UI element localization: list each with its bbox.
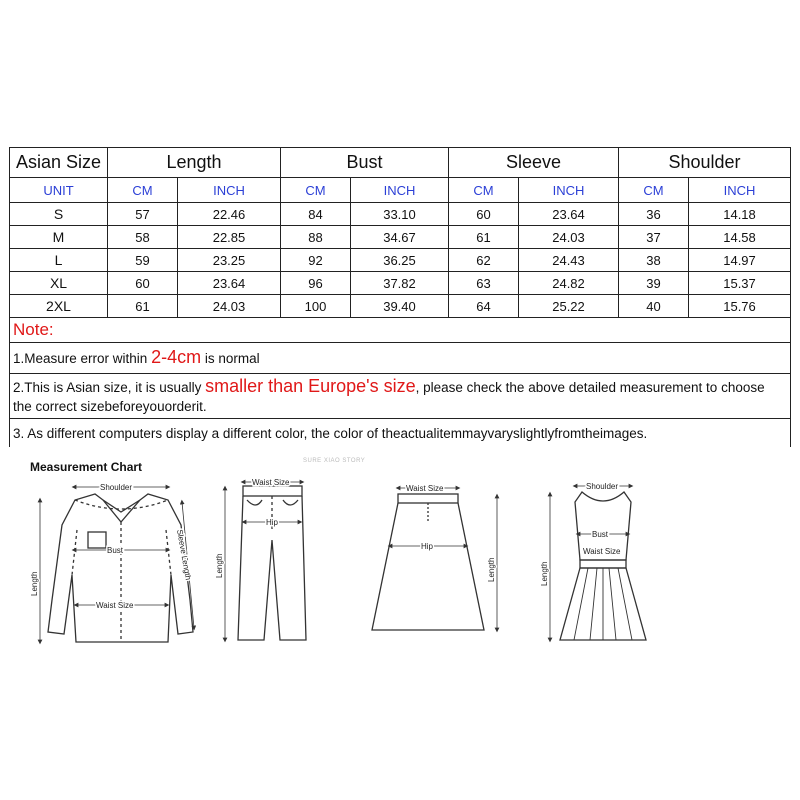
shirt-bust-label: Bust [107,546,124,555]
table-cell: 64 [449,295,519,318]
table-cell: 61 [449,226,519,249]
table-cell: 14.58 [689,226,791,249]
shirt-sleeve-label: Sleeve Length [175,528,193,581]
shirt-diagram [40,487,194,642]
note-1-text: 1.Measure error within [13,351,152,366]
table-cell: 14.97 [689,249,791,272]
table-cell: 22.46 [178,203,281,226]
table-cell: 15.37 [689,272,791,295]
shirt-length-label: Length [30,571,39,596]
table-cell: 37 [619,226,689,249]
table-cell: 34.67 [351,226,449,249]
size-cell: XL [10,272,108,295]
table-cell: 60 [449,203,519,226]
table-cell: 61 [108,295,178,318]
table-cell: 92 [281,249,351,272]
dress-waistband [580,560,626,568]
unit-cell: INCH [519,178,619,203]
dress-diagram [550,486,646,640]
table-cell: 96 [281,272,351,295]
table-cell: 24.43 [519,249,619,272]
pants-length-label: Length [215,553,224,578]
header-shoulder: Shoulder [619,148,791,178]
table-cell: 60 [108,272,178,295]
table-cell: 36 [619,203,689,226]
table-cell: 36.25 [351,249,449,272]
size-table [9,147,791,447]
pants-waistband [243,486,302,496]
skirt-waistband [398,494,458,503]
table-row [10,226,791,249]
shirt-waist-label: Waist Size [96,601,134,610]
table-cell: 37.82 [351,272,449,295]
dress-pleats [574,568,632,640]
note-2-highlight: smaller than Europe's size [205,375,416,396]
table-cell: 23.25 [178,249,281,272]
dress-shoulder-label: Shoulder [586,482,619,491]
table-cell: 57 [108,203,178,226]
table-cell: 39.40 [351,295,449,318]
skirt-outline [372,503,484,630]
table-cell: 14.18 [689,203,791,226]
header-bust: Bust [281,148,449,178]
unit-cell: CM [281,178,351,203]
table-cell: 84 [281,203,351,226]
unit-cell: CM [108,178,178,203]
measurement-chart-title: Measurement Chart [30,460,143,474]
table-cell: 25.22 [519,295,619,318]
skirt-length-label: Length [487,557,496,582]
unit-cell: CM [619,178,689,203]
header-asian-size: Asian Size [10,148,108,178]
table-cell: 39 [619,272,689,295]
unit-cell: INCH [178,178,281,203]
pants-hip-label: Hip [266,518,279,527]
note-row [10,419,791,448]
note-row [10,374,791,419]
table-row [10,203,791,226]
table-cell: 38 [619,249,689,272]
pants-waist-label: Waist Size [252,478,290,487]
dress-length-label: Length [540,561,549,586]
note-title-row [10,318,791,343]
note-row [10,343,791,374]
table-header-row [10,148,791,178]
size-cell: 2XL [10,295,108,318]
unit-cell: INCH [689,178,791,203]
table-cell: 23.64 [178,272,281,295]
table-cell: 59 [108,249,178,272]
note-title: Note: [10,318,791,343]
table-cell: 15.76 [689,295,791,318]
skirt-waist-label: Waist Size [406,484,444,493]
unit-cell: CM [449,178,519,203]
note-2 [10,374,791,419]
watermark: SURE XIAO STORY [303,458,366,464]
table-cell: 88 [281,226,351,249]
table-cell: 24.03 [178,295,281,318]
note-1-highlight: 2-4cm [151,347,202,367]
pants-diagram [225,482,306,640]
table-cell: 23.64 [519,203,619,226]
size-cell: M [10,226,108,249]
note-1 [10,343,791,374]
table-row [10,249,791,272]
shirt-shoulder-label: Shoulder [100,483,133,492]
header-sleeve: Sleeve [449,148,619,178]
unit-cell: UNIT [10,178,108,203]
note-2-text-end: , please check the above detailed measurement to choose the correct sizebeforeyouorderit. [13,379,765,414]
table-cell: 33.10 [351,203,449,226]
table-cell: 24.82 [519,272,619,295]
note-1-text-end: is normal [201,351,260,366]
note-2-text: 2.This is Asian size, it is usually [13,379,206,395]
table-cell: 58 [108,226,178,249]
table-cell: 62 [449,249,519,272]
size-cell: S [10,203,108,226]
table-cell: 24.03 [519,226,619,249]
note-3: 3. As different computers display a different color, the color of theactualitemmayvaryslightlyfromtheimages. [10,419,791,448]
dress-bust-label: Bust [592,530,609,539]
table-cell: 40 [619,295,689,318]
table-cell: 63 [449,272,519,295]
measurement-chart [0,470,800,670]
table-cell: 22.85 [178,226,281,249]
unit-cell: INCH [351,178,449,203]
shirt-yoke [75,500,168,509]
shirt-pocket [88,532,106,548]
header-length: Length [108,148,281,178]
table-row [10,295,791,318]
skirt-hip-label: Hip [421,542,434,551]
skirt-diagram [372,488,497,630]
size-cell: L [10,249,108,272]
table-cell: 100 [281,295,351,318]
unit-row [10,178,791,203]
dress-waist-label: Waist Size [583,547,621,556]
table-row [10,272,791,295]
